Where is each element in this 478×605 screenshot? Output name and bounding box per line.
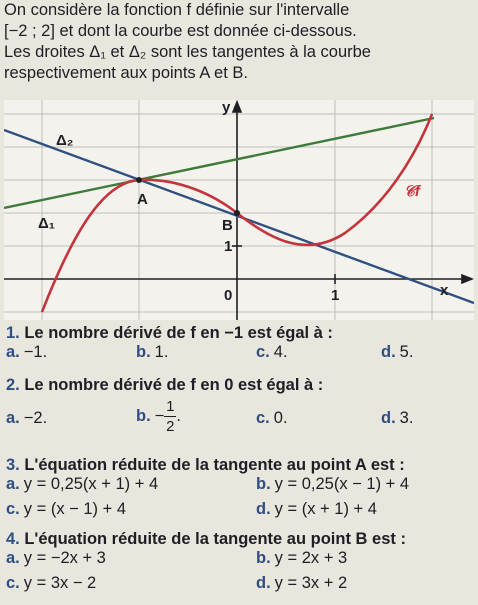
options-row <box>6 395 476 437</box>
option-d[interactable]: d. 5. <box>381 343 414 361</box>
delta1-label: Δ₁ <box>38 215 55 232</box>
option-c[interactable]: c. 0. <box>256 409 288 427</box>
option-b[interactable]: b. − $\frac{1}{2}$ . <box>136 398 181 435</box>
point-B <box>234 210 240 216</box>
option-b[interactable]: b. y = 2x + 3 <box>256 549 348 567</box>
question-title: 4. L'équation réduite de la tangente au point B est : <box>6 530 406 548</box>
question-title: 1. Le nombre dérivé de f en −1 est égal à : <box>6 324 333 342</box>
origin-label: 0 <box>224 287 233 304</box>
point-A <box>136 177 142 183</box>
option-d[interactable]: d. y = (x + 1) + 4 <box>256 500 377 518</box>
option-c[interactable]: c. y = 3x − 2 <box>6 574 97 592</box>
function-graph <box>4 100 474 320</box>
y-axis-label: y <box>222 100 231 116</box>
question-title: 2. Le nombre dérivé de f en 0 est égal à : <box>6 376 324 394</box>
options-row <box>6 574 476 599</box>
statement-line: [−2 ; 2] et dont la courbe est donnée ci-dessous. <box>4 22 357 40</box>
option-a[interactable]: a. −2. <box>6 409 48 427</box>
point-B-label: B <box>222 217 233 234</box>
statement-line: respectivement aux points A et B. <box>4 64 248 82</box>
option-a[interactable]: a. −1. <box>6 343 48 361</box>
options-row <box>6 475 476 500</box>
question-2 <box>6 376 476 437</box>
question-4 <box>6 530 476 599</box>
option-b[interactable]: b. y = 0,25(x − 1) + 4 <box>256 475 410 493</box>
option-a[interactable]: a. y = −2x + 3 <box>6 549 106 567</box>
option-b[interactable]: b. 1. <box>136 343 169 361</box>
problem-statement <box>4 0 474 84</box>
statement-line: Les droites Δ₁ et Δ₂ sont les tangentes à la courbe <box>4 43 371 61</box>
option-c[interactable]: c. 4. <box>256 343 288 361</box>
curve-label: 𝒞f <box>404 183 420 200</box>
option-c[interactable]: c. y = (x − 1) + 4 <box>6 500 127 518</box>
y-tick-label: 1 <box>224 238 233 255</box>
question-3 <box>6 456 476 525</box>
option-d[interactable]: d. y = 3x + 2 <box>256 574 348 592</box>
point-A-label: A <box>137 191 148 208</box>
x-tick-label: 1 <box>331 287 340 304</box>
x-axis-label: x <box>440 282 449 299</box>
options-row <box>6 549 476 574</box>
options-row <box>6 343 476 368</box>
options-row <box>6 500 476 525</box>
question-title: 3. L'équation réduite de la tangente au point A est : <box>6 456 405 474</box>
option-d[interactable]: d. 3. <box>381 409 414 427</box>
question-1 <box>6 324 476 368</box>
delta2-label: Δ₂ <box>56 132 74 149</box>
graph-background <box>4 100 474 320</box>
option-a[interactable]: a. y = 0,25(x + 1) + 4 <box>6 475 159 493</box>
statement-line: On considère la fonction f définie sur l'intervalle <box>4 1 350 19</box>
fraction: $\frac{1}{2}$ <box>166 398 175 435</box>
